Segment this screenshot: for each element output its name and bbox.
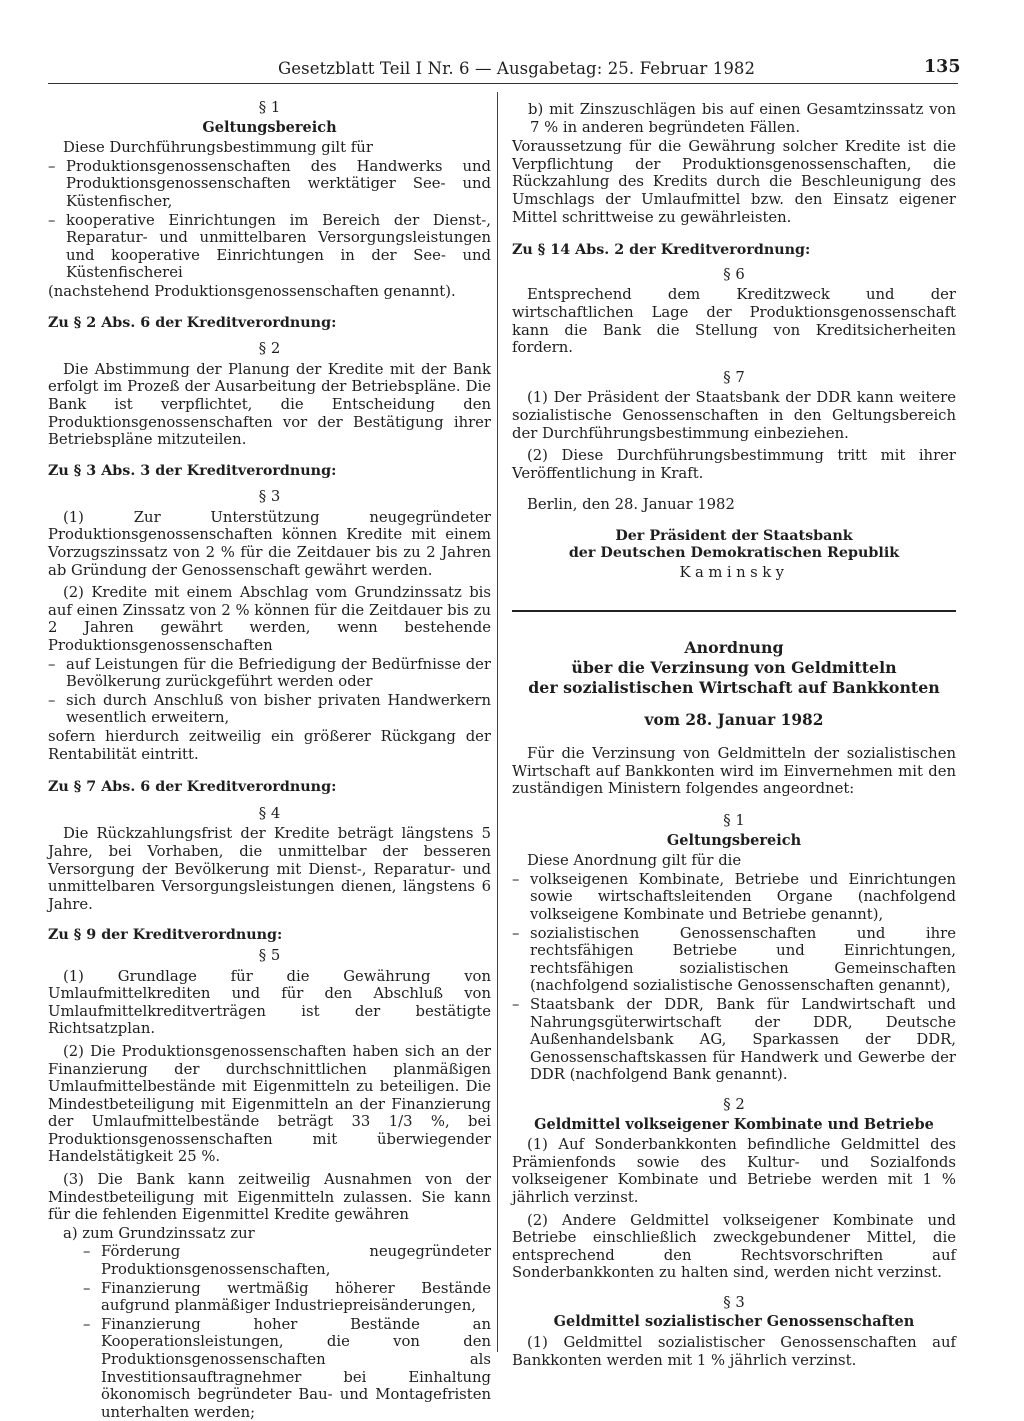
left-column [48, 95, 491, 1421]
list-item: – auf Leistungen für die Befriedigung der Bedürfnisse der Bevölkerung zurückgeführt werden oder [48, 656, 491, 691]
section-number: § 3 [723, 1293, 745, 1311]
paragraph: (nachstehend Produktionsgenossenschaften genannt). [48, 282, 456, 300]
section-number: § 1 [723, 812, 745, 830]
paragraph: (1) Grundlage für die Gewährung von Umlaufmittelkrediten und für den Abschluß von Umlaufmittelkreditverträgen ist der bestätigte Richtsatzplan. [48, 967, 491, 1038]
paragraph: (2) Diese Durchführungsbestimmung tritt mit ihrer Veröffentlichung in Kraft. [512, 447, 956, 482]
regulation-reference: Zu § 9 der Kreditverordnung: [48, 927, 283, 944]
paragraph: (1) Zur Unterstützung neugegründeter Produktionsgenossenschaften können Kredite mit einem Vorzugszinssatz von 2 % für die Zeitdauer bis zu 2 Jahren ab Gründung der Genossenschaft gewährt werden. [48, 508, 491, 579]
section-number: § 3 [258, 488, 281, 506]
column-divider [497, 92, 498, 1352]
order-title: der sozialistischen Wirtschaft auf Bankkonten [528, 677, 940, 697]
header-rule [48, 83, 958, 84]
place-date: Berlin, den 28. Januar 1982 [527, 496, 735, 514]
section-number: § 6 [723, 265, 745, 283]
paragraph: (2) Kredite mit einem Abschlag vom Grundzinssatz bis auf einen Zinssatz von 2 % können für die Zeitdauer bis zu 2 Jahren gewährt werden, wenn bestehende Produktionsgenossenschaften [48, 584, 491, 655]
regulation-reference: Zu § 2 Abs. 6 der Kreditverordnung: [48, 314, 337, 331]
paragraph: Voraussetzung für die Gewährung solcher Kredite ist die Verpflichtung der Produktionsgenossenschaften, die Rückzahlung des Kredits durch die Beschleunigung des Umschlags der Umlaufmittel bzw. den Einsatz eigener Mittel schrittweise zu gewährleisten. [512, 138, 956, 226]
list-item: b) mit Zinszuschlägen bis auf einen Gesamtzinssatz von 7 % in anderen begründeten Fällen. [528, 101, 956, 136]
order-title: über die Verzinsung von Geldmitteln [571, 657, 897, 677]
paragraph: (1) Der Präsident der Staatsbank der DDR kann weitere sozialistische Genossenschaften in den Geltungsbereich der Durchführungsbestimmung einbeziehen. [512, 389, 956, 442]
paragraph: Diese Durchführungsbestimmung gilt für [63, 139, 373, 157]
section-title: Geltungsbereich [202, 118, 337, 136]
paragraph: (2) Die Produktionsgenossenschaften haben sich an der Finanzierung der durchschnittlichen planmäßigen Umlaufmittelbestände mit Eigenmitteln zu beteiligen. Die Mindestbeteiligung mit Eigenmitteln an der Finanzierung der Umlaufmittelbestände beträgt 33 1/3 %, bei Produktionsgenossenschaften mit überwiegender Handelstätigkeit 25 %. [48, 1042, 491, 1166]
section-number: § 4 [258, 804, 281, 822]
paragraph: sofern hierdurch zeitweilig ein größerer Rückgang der Rentabilität eintritt. [48, 728, 491, 763]
list-item: – Förderung neugegründeter Produktionsgenossenschaften, [48, 1243, 491, 1278]
separator-rule [512, 610, 956, 612]
list-item: – Staatsbank der DDR, Bank für Landwirtschaft und Nahrungsgüterwirtschaft der DDR, Deutsche Außenhandelsbank AG, Sparkassen der DDR, Genossenschaftskassen für Handwerk und Gewerbe der DDR (nachfolgend Bank genannt). [512, 996, 956, 1084]
paragraph: Die Rückzahlungsfrist der Kredite beträgt längstens 5 Jahre, bei Vorhaben, die unmittelbar der besseren Versorgung der Bevölkerung mit Dienst-, Reparatur- und unmittelbaren Versorgungsleistungen dienen, längstens 6 Jahre. [48, 825, 491, 913]
section-number: § 2 [723, 1095, 745, 1113]
section-number: § 2 [258, 340, 281, 358]
list-item: – kooperative Einrichtungen im Bereich der Dienst-, Reparatur- und unmittelbaren Versorgungsleistungen und kooperative Einrichtungen in der See- und Küstenfischerei [48, 212, 491, 282]
regulation-reference: Zu § 14 Abs. 2 der Kreditverordnung: [512, 242, 811, 259]
list-item: – volkseigenen Kombinate, Betriebe und Einrichtungen sowie wirtschaftsleitenden Organe (nachfolgend volkseigene Kombinate und Betriebe genannt), [512, 871, 956, 924]
order-date: vom 28. Januar 1982 [644, 710, 824, 729]
signatory-name: Kaminsky [679, 564, 789, 582]
page-number: 135 [924, 57, 961, 77]
section-title: Geldmittel sozialistischer Genossenschaften [553, 1313, 915, 1331]
running-head: Gesetzblatt Teil I Nr. 6 — Ausgabetag: 25. Februar 1982 [278, 59, 756, 78]
list-item: – Produktionsgenossenschaften des Handwerks und Produktionsgenossenschaften werktätiger See- und Küstenfischer, [48, 158, 491, 211]
list-item: – Finanzierung wertmäßig höherer Bestände aufgrund planmäßiger Industriepreisänderungen, [48, 1280, 491, 1315]
paragraph: (1) Auf Sonderbankkonten befindliche Geldmittel des Prämienfonds sowie des Kultur- und Sozialfonds volkseigener Kombinate und Betriebe werden mit 1 % jährlich verzinst. [512, 1136, 956, 1206]
section-number: § 7 [723, 368, 745, 386]
regulation-reference: Zu § 3 Abs. 3 der Kreditverordnung: [48, 462, 337, 479]
right-column [512, 95, 956, 1369]
paragraph: Entsprechend dem Kreditzweck und der wirtschaftlichen Lage der Produktionsgenossenschaft kann die Bank die Stellung von Kreditsicherheiten fordern. [512, 286, 956, 357]
list-item: – sich durch Anschluß von bisher privaten Handwerkern wesentlich erweitern, [48, 692, 491, 727]
section-number: § 5 [258, 946, 281, 964]
section-title: Geltungsbereich [666, 831, 802, 849]
signatory-title: Der Präsident der Staatsbank [615, 527, 853, 544]
regulation-reference: Zu § 7 Abs. 6 der Kreditverordnung: [48, 779, 337, 796]
paragraph: (2) Andere Geldmittel volkseigener Kombinate und Betriebe einschließlich zweckgebundener Mittel, die entsprechend den Rechtsvorschriften auf Sonderbankkonten zu halten sind, werden nicht verzinst. [512, 1211, 956, 1282]
paragraph: (1) Geldmittel sozialistischer Genossenschaften auf Bankkonten werden mit 1 % jährlich verzinst. [512, 1334, 956, 1369]
list-item: – sozialistischen Genossenschaften und ihre rechtsfähigen Betriebe und Einrichtungen, rechtsfähigen sozialistischen Gemeinschaften (nachfolgend sozialistische Genossenschaften genannt), [512, 925, 956, 995]
section-number: § 1 [258, 99, 281, 116]
section-title: Geldmittel volkseigener Kombinate und Betriebe [534, 1115, 934, 1133]
paragraph: (3) Die Bank kann zeitweilig Ausnahmen von der Mindestbeteiligung mit Eigenmitteln zulassen. Sie kann für die fehlenden Eigenmittel Kredite gewähren [48, 1171, 491, 1224]
list-item: – Finanzierung hoher Bestände an Kooperationsleistungen, die von den Produktionsgenossenschaften als Investitionsauftragnehmer bei Einhaltung ökonomisch begründeter Bau- und Montagefristen unterhalten werden; [48, 1316, 491, 1421]
paragraph: Die Abstimmung der Planung der Kredite mit der Bank erfolgt im Prozeß der Ausarbeitung der Betriebspläne. Die Bank ist verpflichtet, die Entscheidung den Produktionsgenossenschaften vor der Bestätigung ihrer Betriebspläne mitzuteilen. [48, 360, 491, 449]
order-title: Anordnung [684, 637, 784, 657]
list-item: a) zum Grundzinssatz zur [63, 1224, 255, 1242]
paragraph: Diese Anordnung gilt für die [527, 852, 742, 870]
paragraph: Für die Verzinsung von Geldmitteln der sozialistischen Wirtschaft auf Bankkonten wird im Einvernehmen mit den zuständigen Ministern folgendes angeordnet: [512, 745, 956, 798]
signatory-title: der Deutschen Demokratischen Republik [568, 545, 900, 562]
